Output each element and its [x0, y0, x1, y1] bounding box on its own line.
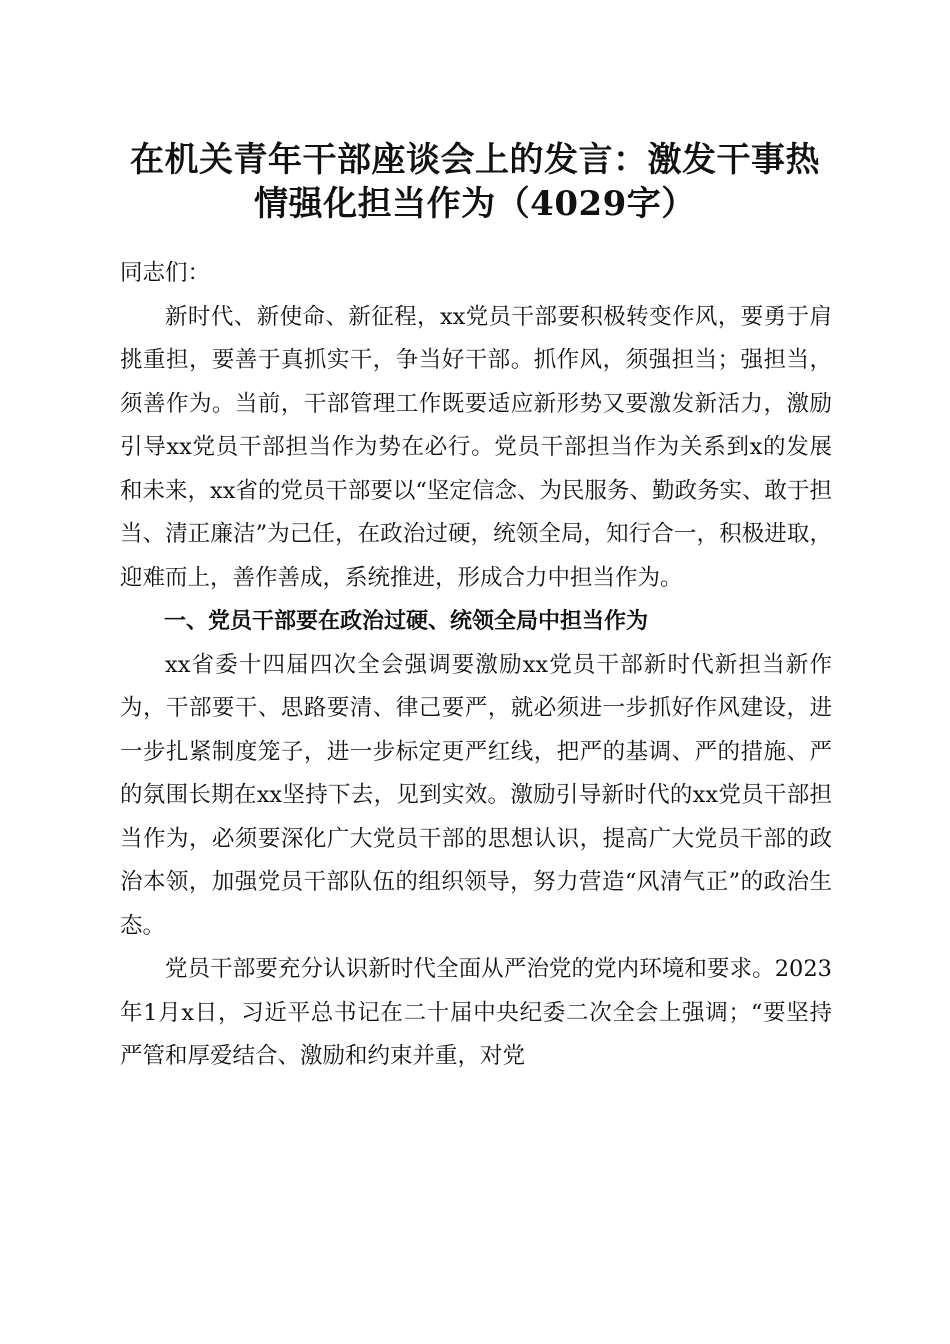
document-body	[120, 252, 832, 1079]
document-title	[110, 138, 840, 226]
section-heading-1: 一、党员干部要在政治过硬、统领全局中担当作为	[164, 609, 649, 634]
title-line-1: 在机关青年干部座谈会上的发言：激发干事热	[130, 140, 820, 180]
section1-paragraph-2: 党员干部要充分认识新时代全面从严治党的党内环境和要求。2023年1月x日，习近平总书记在二十届中央纪委二次全会上强调；“要坚持严管和厚爱结合、激励和约束并重，对党	[120, 956, 832, 1069]
section1-paragraph-1: xx省委十四届四次全会强调要激励xx党员干部新时代新担当新作为，干部要干、思路要清、律己要严，就必须进一步抓好作风建设，进一步扎紧制度笼子，进一步标定更严红线，把严的基调、严的措施、严的氛围长期在xx坚持下去，见到实效。激励引导新时代的xx党员干部担当作为，必须要深化广大党员干部的思想认识，提高广大党员干部的政治本领，加强党员干部队伍的组织领导，努力营造“风清气正”的政治生态。	[120, 651, 832, 939]
intro-paragraph: 新时代、新使命、新征程，xx党员干部要积极转变作风，要勇于肩挑重担，要善于真抓实干，争当好干部。抓作风，须强担当；强担当，须善作为。当前，干部管理工作既要适应新形势又要激发新活力，激励引导xx党员干部担当作为势在必行。党员干部担当作为关系到x的发展和未来，xx省的党员干部要以“坚定信念、为民服务、勤政务实、敢于担当、清正廉洁”为己任，在政治过硬，统领全局，知行合一，积极进取，迎难而上，善作善成，系统推进，形成合力中担当作为。	[120, 303, 832, 591]
title-line-2: 情强化担当作为（4029字）	[254, 184, 696, 224]
salutation: 同志们：	[120, 260, 211, 286]
